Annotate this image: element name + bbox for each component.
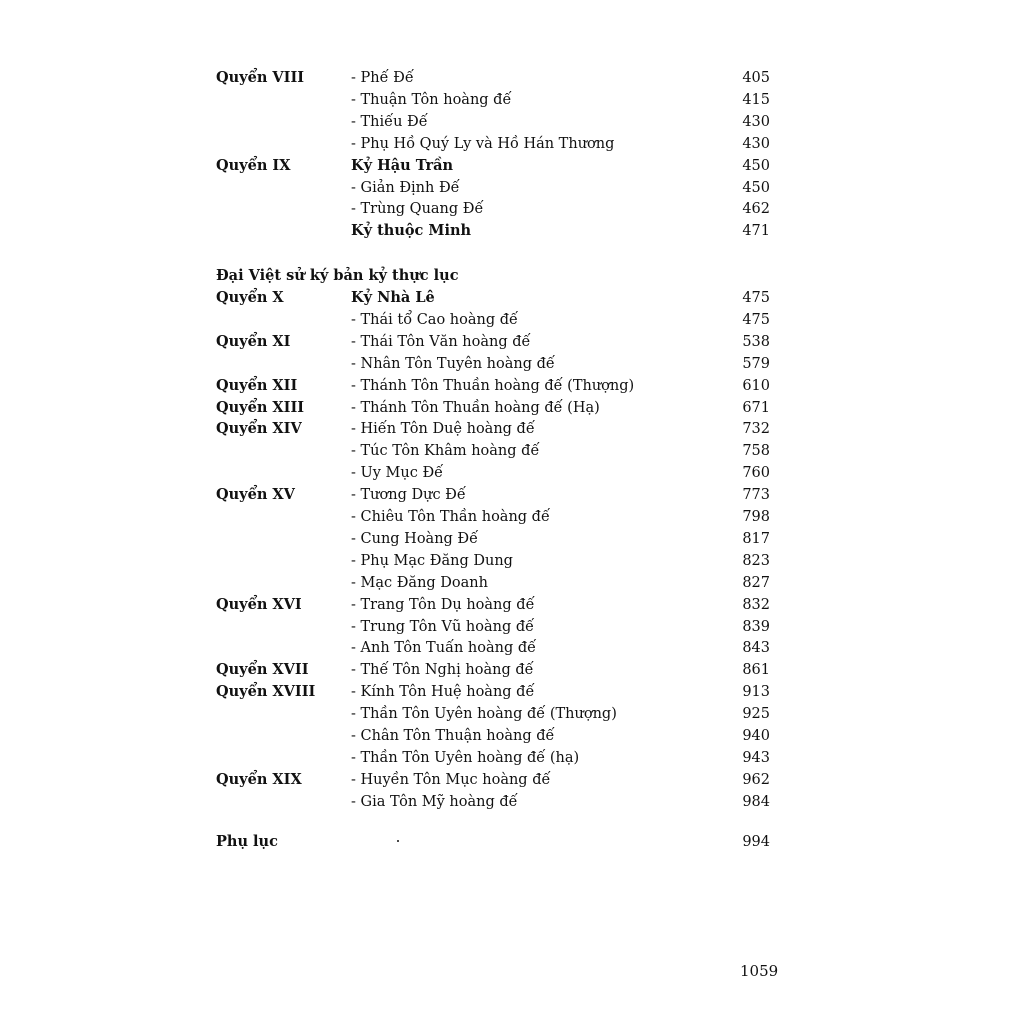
entry-page: 475 [742,290,770,306]
entry-page: 758 [742,443,770,460]
appendix-page: 994 [742,834,770,850]
entry-title: - Trang Tôn Dụ hoàng đế [351,596,535,613]
entry-page: 925 [742,706,770,723]
toc-entry [216,309,770,331]
volume-label: Quyển XIII [216,398,305,416]
entry-page: 760 [742,465,770,482]
entry-page: 817 [742,530,770,547]
entry-title: Kỷ Nhà Lê [351,289,435,306]
volume-label: Quyển XII [216,376,298,394]
entry-title: - Tương Dực Đế [351,487,466,504]
entry-title: - Phế Đế [351,70,414,86]
volume-label: Quyển XV [216,486,295,504]
entry-title: - Kính Tôn Huệ hoàng đế [351,684,535,701]
toc-entry [216,528,770,550]
entry-page: 839 [742,618,770,635]
entry-page: 430 [742,113,770,130]
appendix-label: Phụ lục [216,833,278,850]
volume-label: Quyển XVI [216,595,302,613]
toc-entry [216,484,770,506]
toc-entry [216,681,770,703]
entry-title: - Thái tổ Cao hoàng đế [351,311,518,328]
toc-entry [216,616,770,638]
entry-title: - Thái Tôn Văn hoàng đế [351,333,531,350]
page-number: 1059 [740,962,779,980]
entry-title: - Thần Tôn Uyên hoàng đế (Thượng) [351,706,617,723]
appendix-entry [216,831,770,853]
volume-label: Quyển X [216,289,284,306]
toc-entry [216,177,770,199]
toc-entry [216,462,770,484]
entry-title: - Phụ Mạc Đăng Dung [351,552,513,569]
entry-title: - Thế Tôn Nghị hoàng đế [351,662,534,679]
entry-page: 415 [742,91,770,108]
stray-dot [397,840,399,842]
toc-entry [216,703,770,725]
entry-title: - Túc Tôn Khâm hoàng đế [351,443,540,460]
section-title: Đại Việt sử ký bản kỷ thực lục [216,267,459,284]
toc-entry [216,155,770,177]
toc-entry [216,331,770,353]
entry-page: 823 [742,552,770,569]
entry-title: Kỷ Hậu Trần [351,156,454,174]
entry-title: - Uy Mục Đế [351,465,444,482]
entry-page: 405 [742,70,770,86]
volume-label: Quyển XIX [216,770,302,788]
toc-entry [216,133,770,155]
entry-title: Kỷ thuộc Minh [351,222,472,240]
entry-page: 471 [742,223,770,240]
toc-entry [216,198,770,220]
entry-page: 773 [742,487,770,504]
volume-label: Quyển XIV [216,420,302,438]
toc-entry [216,418,770,440]
entry-page: 462 [742,201,770,218]
toc-entry [216,725,770,747]
entry-title: - Chân Tôn Thuận hoàng đế [351,728,555,744]
entry-page: 843 [742,640,770,657]
entry-page: 732 [742,421,770,438]
entry-title: - Thần Tôn Uyên hoàng đế (hạ) [351,749,580,766]
toc-entry [216,375,770,397]
entry-page: 450 [742,157,770,174]
entry-page: 610 [742,377,770,394]
volume-label: Quyển XVIII [216,683,316,701]
entry-page: 450 [742,179,770,196]
entry-page: 538 [742,333,770,350]
toc-entry [216,111,770,133]
entry-page: 861 [742,662,770,679]
entry-page: 475 [742,311,770,328]
entry-page: 671 [742,399,770,416]
toc-entry [216,67,770,89]
entry-page: 827 [742,574,770,591]
entry-page: 579 [742,355,770,372]
entry-title: - Chiêu Tôn Thần hoàng đế [351,509,550,525]
toc-entry [216,397,770,419]
toc-entry [216,637,770,659]
volume-label: Quyển IX [216,156,291,174]
toc-entry [216,769,770,791]
entry-page: 962 [742,771,770,788]
entry-title: - Giản Định Đế [351,179,460,196]
toc-entry [216,791,770,813]
toc-entry [216,550,770,572]
entry-title: - Trùng Quang Đế [351,201,484,218]
entry-page: 943 [742,749,770,766]
entry-title: - Trung Tôn Vũ hoàng đế [351,618,535,635]
toc-entry [216,506,770,528]
entry-title: - Phụ Hồ Quý Ly và Hồ Hán Thương [351,135,615,152]
entry-title: - Nhân Tôn Tuyên hoàng đế [351,355,555,372]
entry-title: - Thiếu Đế [351,113,428,130]
entry-title: - Thánh Tôn Thuần hoàng đế (Thượng) [351,377,635,394]
volume-label: Quyển VIII [216,69,305,86]
toc-entry [216,440,770,462]
entry-page: 913 [742,684,770,701]
toc-entry [216,353,770,375]
entry-page: 984 [742,793,770,810]
toc-entry [216,89,770,111]
toc-entry [216,220,770,242]
entry-title: - Thánh Tôn Thuần hoàng đế (Hạ) [351,399,600,416]
entry-page: 798 [742,509,770,525]
entry-title: - Hiến Tôn Duệ hoàng đế [351,421,535,438]
entry-title: - Thuận Tôn hoàng đế [351,91,512,108]
entry-title: - Cung Hoàng Đế [351,530,479,547]
entry-page: 940 [742,728,770,744]
entry-title: - Huyền Tôn Mục hoàng đế [351,771,551,788]
entry-title: - Gia Tôn Mỹ hoàng đế [351,793,518,810]
toc-entry [216,287,770,309]
entry-page: 430 [742,135,770,152]
entry-title: - Anh Tôn Tuấn hoàng đế [351,640,537,657]
toc-entry [216,747,770,769]
toc-entry [216,572,770,594]
entry-title: - Mạc Đăng Doanh [351,574,488,591]
toc-entry [216,594,770,616]
entry-page: 832 [742,596,770,613]
toc-entry [216,659,770,681]
volume-label: Quyển XI [216,332,291,350]
volume-label: Quyển XVII [216,661,309,679]
